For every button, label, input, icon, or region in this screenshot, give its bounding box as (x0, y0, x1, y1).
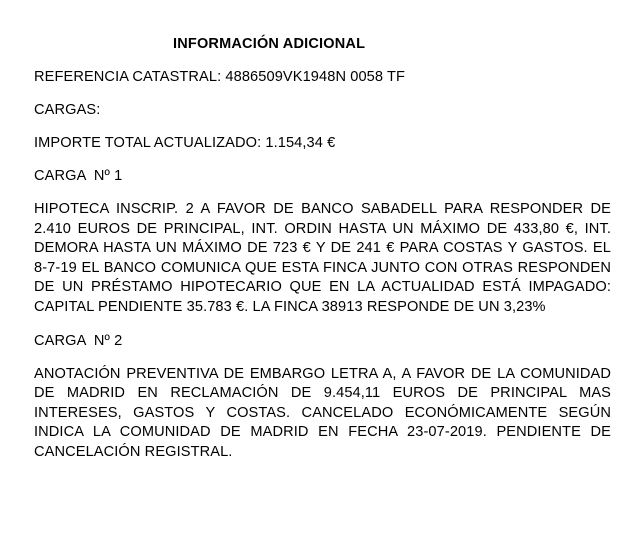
importe-total: IMPORTE TOTAL ACTUALIZADO: 1.154,34 € (34, 135, 336, 151)
carga-2-heading: CARGA Nº 2 (34, 332, 123, 349)
carga-2-text: ANOTACIÓN PREVENTIVA DE EMBARGO LETRA A, A FAVOR DE LA COMUNIDAD DE MADRID EN RECLAMACIÓN DE 9.454,11 EUROS DE PRINCIPAL MAS INTERESES, GASTOS Y COSTAS. CANCELADO ECONÓMICAMENTE SEGÚN INDICA LA COMUNIDAD DE MADRID EN FECHA 23-07-2019. PENDIENTE DE CANCELACIÓN REGISTRAL. (34, 365, 611, 460)
document-title: INFORMACIÓN ADICIONAL (173, 36, 366, 52)
cargas-label: CARGAS: (34, 102, 101, 118)
document (34, 34, 611, 477)
carga-1-text: HIPOTECA INSCRIP. 2 A FAVOR DE BANCO SABADELL PARA RESPONDER DE 2.410 EUROS DE PRINCIPAL, INT. ORDIN HASTA UN MÁXIMO DE 433,80 €, INT. DEMORA HASTA UN MÁXIMO DE 723 € Y DE 241 € PARA COSTAS Y GASTOS. EL 8-7-19 EL BANCO COMUNICA QUE ESTA FINCA JUNTO CON OTRAS RESPONDEN DE UN PRÉSTAMO HIPOTECARIO QUE EN LA ACTUALIDAD ESTÁ IMPAGADO: CAPITAL PENDIENTE 35.783 €. LA FINCA 38913 RESPONDE DE UN 3,23% (34, 201, 611, 315)
carga-1-heading: CARGA Nº 1 (34, 168, 123, 184)
referencia-catastral: REFERENCIA CATASTRAL: 4886509VK1948N 0058 TF (34, 69, 406, 85)
